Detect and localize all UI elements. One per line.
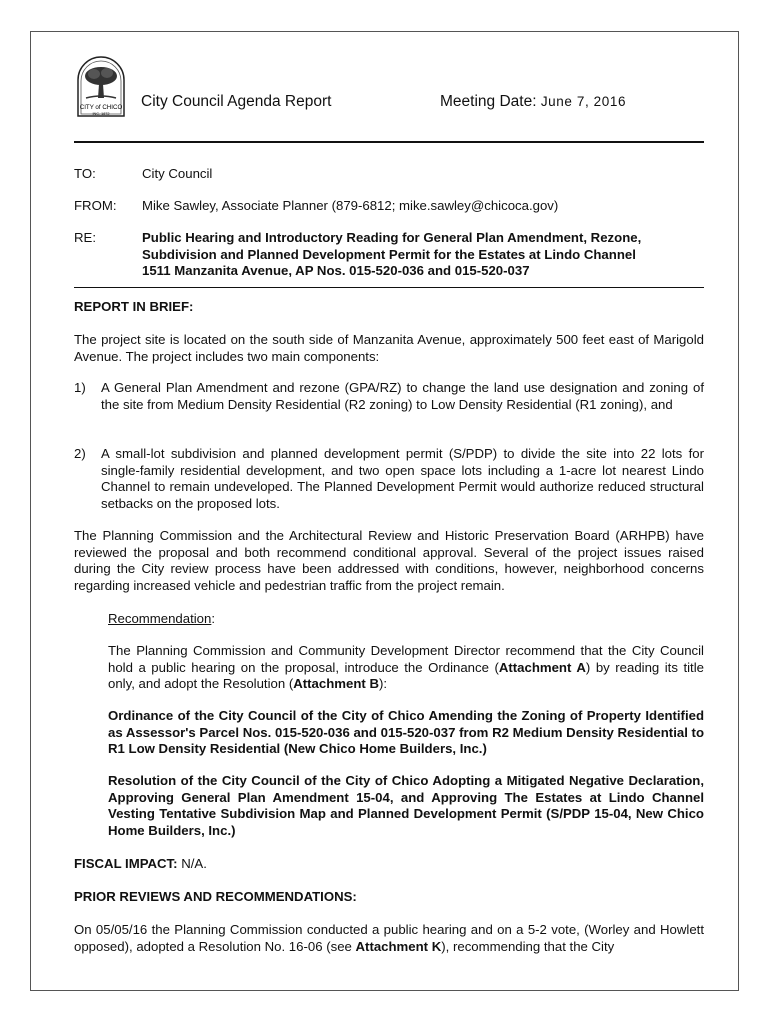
header-rule bbox=[74, 141, 704, 143]
attachment-b-ref: Attachment B bbox=[293, 676, 379, 691]
memo-re-line-2: Subdivision and Planned Development Permit for the Estates at Lindo Channel bbox=[142, 246, 636, 262]
prior-reviews-text-a: On 05/05/16 the Planning Commission conducted a public hearing and on a 5-2 vote, (Worley and Howlett opposed), adopted a Resolution No. 16-06 (see bbox=[74, 922, 704, 954]
ordinance-title: Ordinance of the City Council of the City of Chico Amending the Zoning of Property Identified as Assessor's Parcel Nos. 015-520-036 and 015-520-037 from R2 Medium Density Residential to R1 Low Density Residential (New Chico Home Builders, Inc.) bbox=[108, 708, 704, 756]
review-paragraph: The Planning Commission and the Architectural Review and Historic Preservation Board (ARHPB) have reviewed the proposal and both recommend conditional approval. Several of the project issues raised during the City review process have been addressed with conditions, however, neighborhood concerns regarding increased vehicle and pedestrian traffic from the project remain. bbox=[74, 528, 704, 593]
prior-reviews-text bbox=[74, 922, 704, 955]
resolution-title: Resolution of the City Council of the City of Chico Adopting a Mitigated Negative Declaration, Approving General Plan Amendment 15-04, and Approving The Estates at Lindo Channel Vesting Tentative Subdivision Map and Planned Development Permit (S/PDP 15-04, New Chico Home Builders, Inc.) bbox=[108, 773, 704, 838]
prior-reviews-text-b: ), recommending that the City bbox=[441, 938, 615, 954]
memo-re-label: RE: bbox=[74, 230, 96, 245]
fiscal-impact-label: FISCAL IMPACT: bbox=[74, 856, 178, 871]
list-item-number: 1) bbox=[74, 380, 86, 395]
seal-city-text: CITY of CHICO bbox=[79, 104, 123, 111]
city-of-chico-seal bbox=[74, 54, 128, 122]
report-in-brief-heading: REPORT IN BRIEF: bbox=[74, 299, 194, 314]
memo-re-value bbox=[142, 230, 702, 280]
oak-tree-icon bbox=[85, 67, 117, 98]
memo-re-line-3: 1511 Manzanita Avenue, AP Nos. 015-520-036 and 015-520-037 bbox=[142, 263, 530, 278]
fiscal-impact bbox=[74, 856, 704, 873]
attachment-a-ref: Attachment A bbox=[498, 659, 586, 675]
report-title: City Council Agenda Report bbox=[141, 93, 332, 110]
meeting-date-label: Meeting Date: bbox=[440, 93, 541, 110]
memo-from-value: Mike Sawley, Associate Planner (879-6812; mike.sawley@chicoca.gov) bbox=[142, 198, 559, 213]
list-item-text: A small-lot subdivision and planned development permit (S/PDP) to divide the site into 22 lots for single-family residential development, and two open space lots including a 1-acre lot nearest Lindo Channel to remain undeveloped. The Planned Development Permit would authorize reduced structural setbacks on the proposed lots. bbox=[101, 446, 704, 511]
memo-to-label: TO: bbox=[74, 166, 96, 181]
re-rule bbox=[74, 287, 704, 288]
list-item-text: A General Plan Amendment and rezone (GPA/RZ) to change the land use designation and zoning of the site from Medium Density Residential (R2 zoning) to Low Density Residential (R1 zoning), and bbox=[101, 380, 704, 412]
meeting-date-value: June 7, 2016 bbox=[540, 94, 627, 109]
recommendation-text-b: ) by reading its title only, and adopt the Resolution ( bbox=[108, 659, 704, 691]
recommendation-text-c: ): bbox=[378, 676, 388, 691]
attachment-k-ref: Attachment K bbox=[355, 938, 442, 954]
recommendation-text-a: The Planning Commission and Community Development Director recommend that the City Council hold a public hearing on the proposal, introduce the Ordinance ( bbox=[108, 643, 704, 675]
meeting-date bbox=[440, 93, 626, 111]
memo-to-value: City Council bbox=[142, 166, 213, 181]
recommendation-heading: Recommendation bbox=[108, 611, 212, 626]
list-item-number: 2) bbox=[74, 446, 86, 461]
fiscal-impact-value: N/A. bbox=[177, 856, 207, 871]
prior-reviews-heading: PRIOR REVIEWS AND RECOMMENDATIONS: bbox=[74, 889, 357, 904]
memo-from-label: FROM: bbox=[74, 198, 117, 213]
seal-inc-text: INC. 1872 bbox=[92, 112, 110, 116]
brief-intro: The project site is located on the south side of Manzanita Avenue, approximately 500 feet east of Marigold Avenue. The project includes two main components: bbox=[74, 332, 704, 364]
recommendation-colon: : bbox=[211, 611, 216, 626]
memo-re-line-1: Public Hearing and Introductory Reading for General Plan Amendment, Rezone, bbox=[142, 230, 642, 245]
recommendation-text bbox=[108, 643, 704, 693]
